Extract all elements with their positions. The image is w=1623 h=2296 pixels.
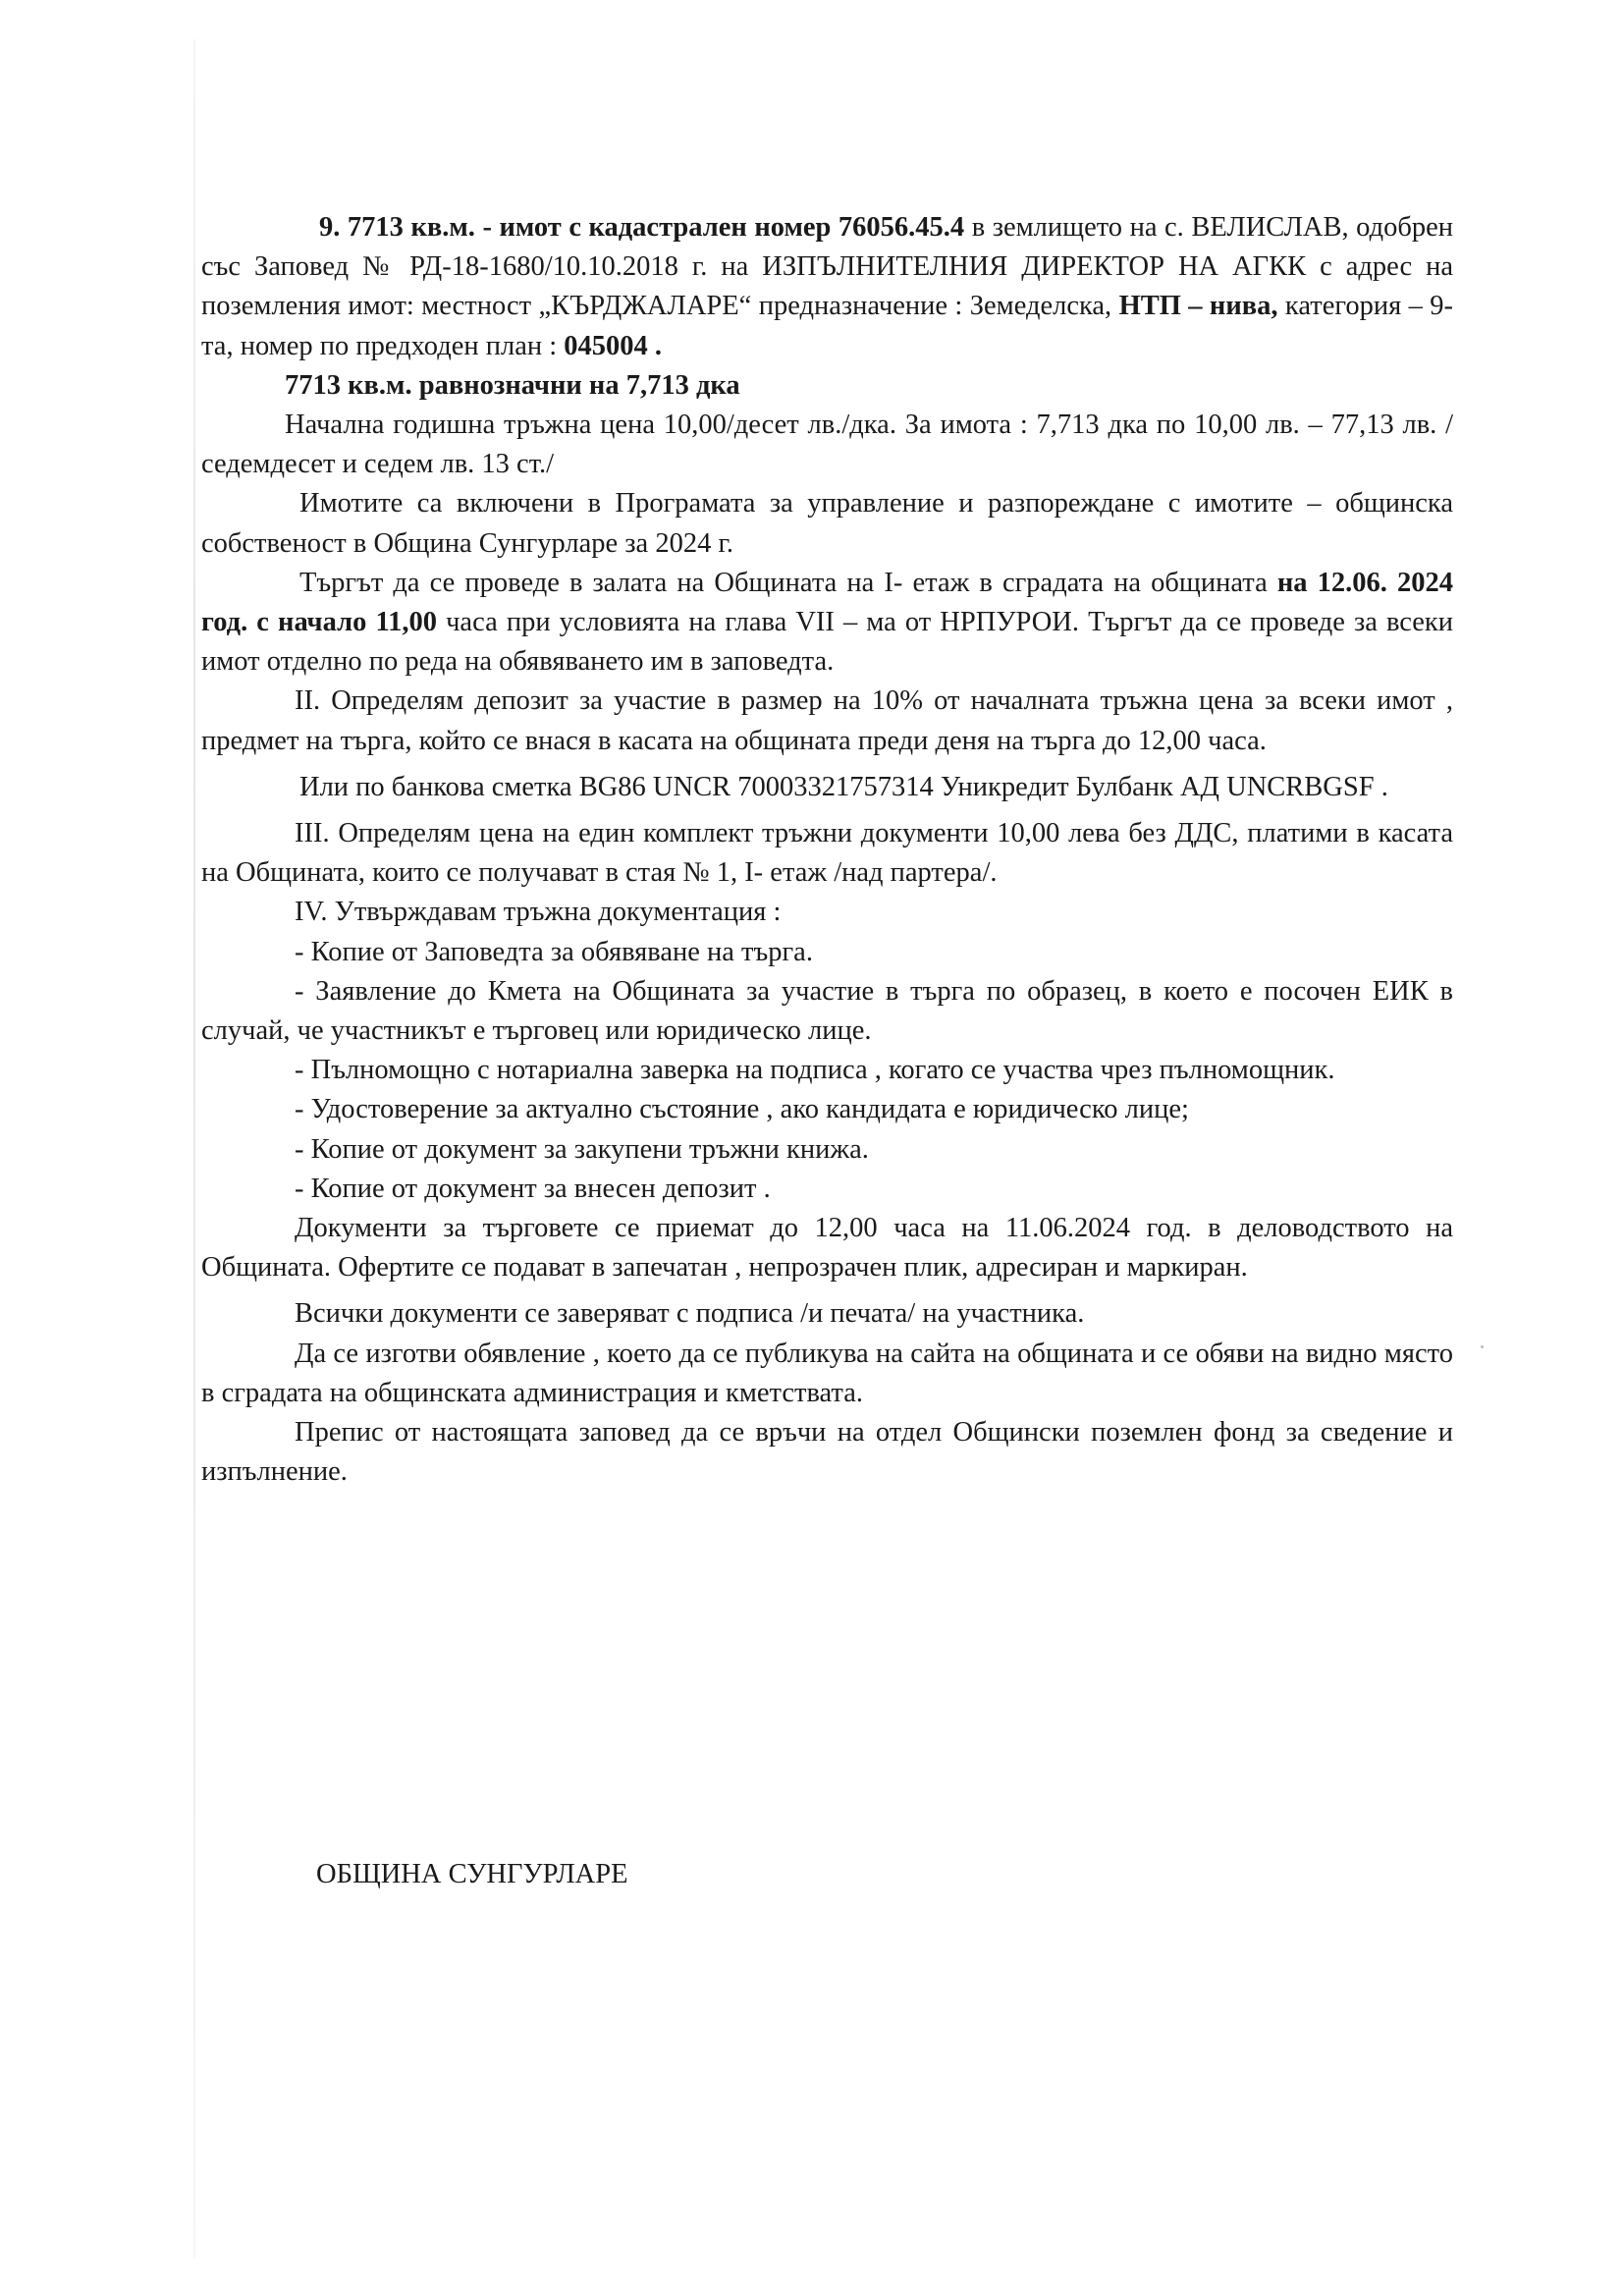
starting-price: Начална годишна тръжна цена 10,00/десет лв./дка. За имота : 7,713 дка по 10,00 лв. – 77,13 лв. / седемдесет и седем лв. 13 ст./ [201,410,1453,480]
equivalent-area: 7713 кв.м. равнозначни на 7,713 дка [285,369,740,401]
program-inclusion: Имотите са включени в Програмата за управление и разпореждане с имотите – общинска собственост в Община Сунгурларе за 2024 г. [201,488,1453,559]
document-item: - Копие от документ за закупени тръжни книжа. [295,1133,869,1165]
certification-note: Всички документи се заверяват с подписа /и печата/ на участника. [295,1298,1085,1330]
document-item: - Копие от документ за внесен депозит . [295,1173,771,1204]
document-item: - Копие от Заповедта за обявяване на търга. [295,936,813,967]
section-2-deposit: II. Определям депозит за участие в размер на 10% от началната тръжна цена за всеки имот , предмет на търга, който се внася в касата на общината преди деня на търга до 12,00 часа. [201,685,1453,756]
auction-date: на 12.06. 2024 год. с начало 11,00 [201,567,1453,638]
section-4-documentation: IV. Утвърждавам тръжна документация : [295,897,782,928]
item-9-plan-number: 045004 . [564,330,663,361]
document-item: - Пълномощно с нотариална заверка на подписа , когато се участва чрез пълномощник. [295,1055,1335,1086]
item-9-ntp: НТП – нива, [1118,291,1278,322]
municipality-signature: ОБЩИНА СУНГУРЛАРЕ [316,1859,628,1889]
item-9-paragraph [201,208,1453,366]
order-document-body [201,208,1453,1493]
scan-speck [1481,1345,1484,1348]
announcement-instruction: Да се изготви обявление , което да се публикува на сайта на общината и се обяви на видно място в сградата на общинската администрация и кметствата. [201,1338,1453,1408]
scan-edge-shadow [193,39,195,2259]
section-3-documents-price: III. Определям цена на един комплект тръжни документи 10,00 лева без ДДС, платими в касата на Общината, които се получават в стая № 1, I- етаж /над партера/. [201,818,1453,889]
auction-location: Търгът да се проведе в залата на Общината на I- етаж в сградата на общината [299,567,1277,598]
auction-details [201,564,1453,683]
item-9-lead: 9. 7713 кв.м. - имот с кадастрален номер 76056.45.4 [319,212,965,243]
item-9-category: категория – 9-та, номер по предходен план : [201,291,1453,361]
document-item: - Заявление до Кмета на Общината за участие в търга по образец, в което е посочен ЕИК в случай, че участникът е търговец или юридическо лице. [201,975,1453,1047]
item-9-description: в землището на с. ВЕЛИСЛАВ, одобрен със Заповед № РД-18-1680/10.10.2018 г. на ИЗПЪЛНИТЕЛНИЯ ДИРЕКТОР НА АГКК с адрес на поземления имот: местност „КЪРДЖАЛАРЕ“ предназначение : Земеделска, [201,212,1453,322]
document-item: - Удостоверение за актуално състояние , ако кандидата е юридическо лице; [295,1094,1189,1125]
copy-delivery: Препис от настоящата заповед да се връчи на отдел Общински поземлен фонд за сведение и изпълнение. [201,1417,1453,1488]
bank-account: Или по банкова сметка BG86 UNCR 70003321757314 Уникредит Булбанк АД UNCRBGSF . [299,771,1388,802]
auction-conditions: часа при условията на глава VII – ма от НРПУРОИ. Търгът да се проведе за всеки имот отделно по реда на обявяването им в заповедта. [201,607,1453,678]
submission-deadline: Документи за търговете се приемат до 12,00 часа на 11.06.2024 год. в деловодството на Общината. Офертите се подават в запечатан , непрозрачен плик, адресиран и маркиран. [201,1213,1453,1284]
